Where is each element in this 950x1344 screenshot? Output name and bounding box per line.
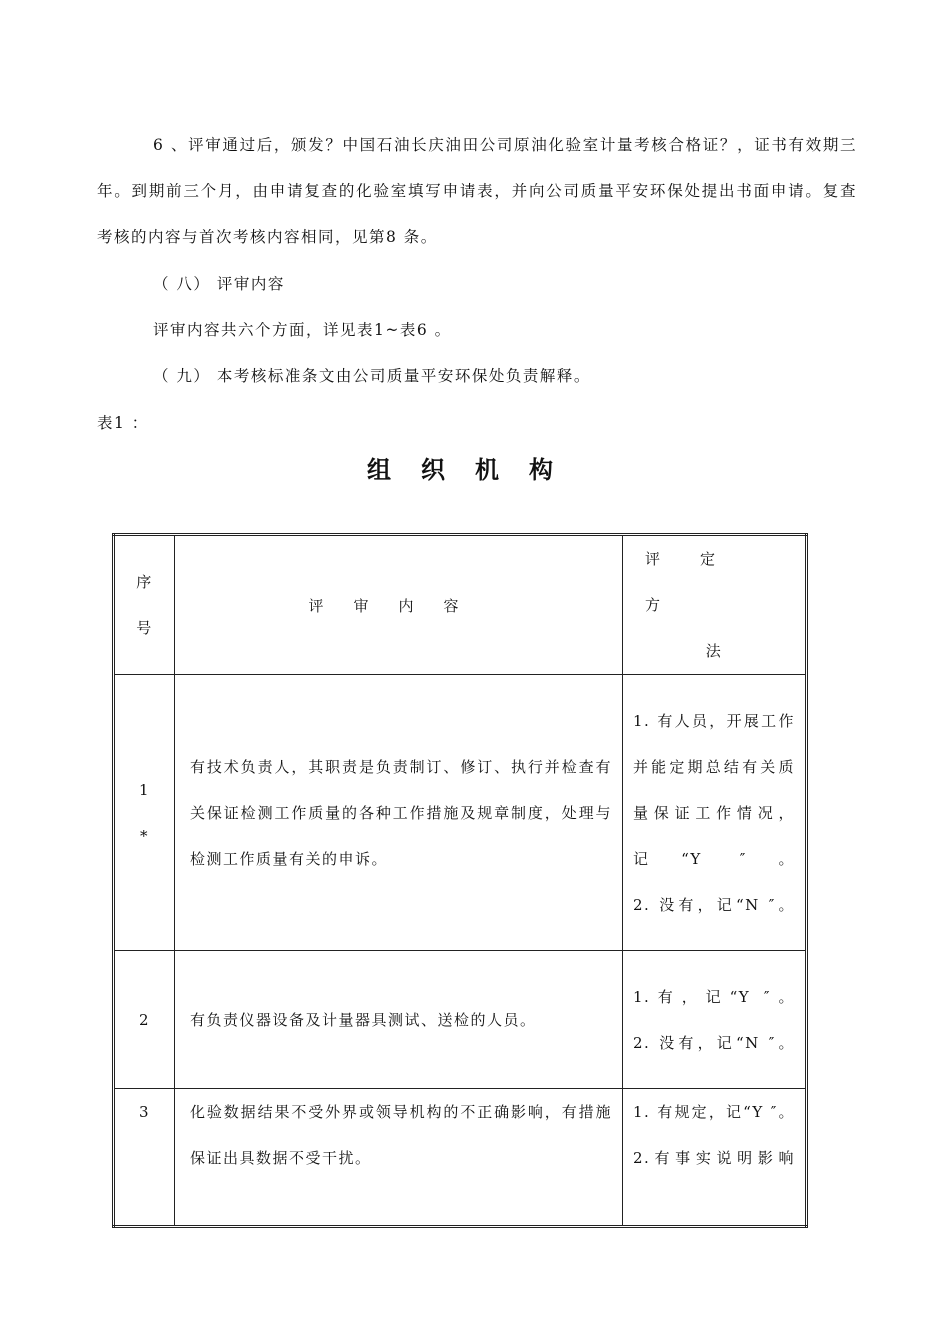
row-number: 3 — [138, 1103, 151, 1121]
header-num-cell — [114, 535, 175, 675]
section-heading-9: （ 九） 本考核标准条文由公司质量平安环保处负责解释。 — [153, 367, 591, 385]
row-method-item: 1. 有人员，开展工作并能定期总结有关质量保证工作情况，记“Y ″。 — [633, 711, 795, 868]
row-method-cell — [623, 675, 807, 951]
row-method-item: 2. 没有，记“N ″。 — [633, 895, 795, 914]
row-num-cell — [114, 675, 175, 951]
row-method-item: 2. 没有，记“N ″。 — [633, 1033, 795, 1052]
row-method-cell — [623, 951, 807, 1089]
row-number: 1 — [138, 780, 151, 799]
row-method-cell — [623, 1089, 807, 1227]
row-star-mark: * — [140, 826, 149, 845]
section-heading-8: （ 八） 评审内容 — [153, 275, 285, 293]
row-content: 有技术负责人，其职责是负责制订、修订、执行并检查有关保证检测工作质量的各种工作措施及规章制度，处理与检测工作质量有关的申诉。 — [175, 675, 623, 951]
header-method-bottom: 法 — [705, 642, 723, 660]
header-num-bottom: 号 — [136, 619, 153, 637]
table-header-row — [114, 535, 807, 675]
row-number: 2 — [138, 1010, 151, 1029]
table-row — [114, 675, 807, 951]
section-body-8: 评审内容共六个方面，详见表1~表6 。 — [153, 321, 452, 339]
row-method-item: 2.有事实说明影响 — [633, 1149, 795, 1167]
table-row — [114, 951, 807, 1089]
row-num-cell — [114, 951, 175, 1089]
paragraph-item-6: 6 、评审通过后，颁发？中国石油长庆油田公司原油化验室计量考核合格证？，证书有效期三年。到期前三个月，由申请复查的化验室填写申请表，并向公司质量平安环保处提出书面申请。复查考核的内容与首次考核内容相同，见第8 条。 — [97, 136, 857, 246]
row-num-cell — [114, 1089, 175, 1227]
review-table — [112, 533, 808, 1228]
header-content-cell: 评审内容 — [175, 535, 623, 675]
row-content: 化验数据结果不受外界或领导机构的不正确影响，有措施保证出具数据不受干扰。 — [175, 1089, 623, 1227]
header-num-top: 序 — [136, 573, 153, 591]
header-method-top: 评定方 — [645, 550, 756, 614]
header-method-cell — [623, 535, 807, 675]
table-row — [114, 1089, 807, 1227]
row-method-item: 1.有，记“Y ″。 — [633, 987, 795, 1006]
row-content: 有负责仪器设备及计量器具测试、送检的人员。 — [175, 951, 623, 1089]
table-title: 组织机构 — [367, 456, 583, 484]
table-label: 表1 ： — [97, 414, 149, 432]
row-method-item: 1. 有规定，记“Y ″。 — [633, 1103, 795, 1121]
